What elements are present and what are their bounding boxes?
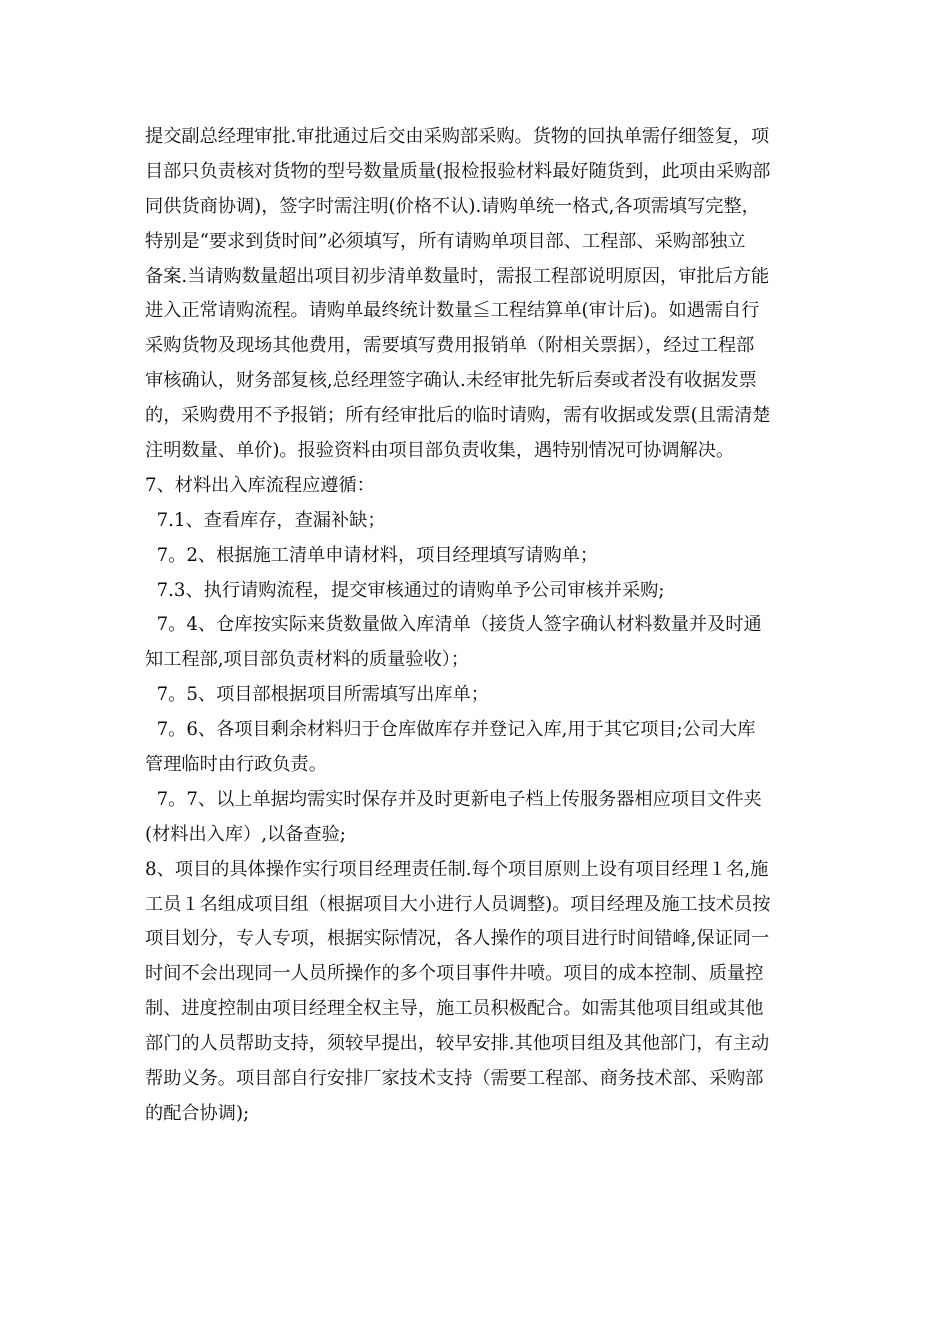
text-line: 项目划分，专人专项，根据实际情况，各人操作的项目进行时间错峰,保证同一 [145, 928, 770, 950]
text-line: 的配合协调); [145, 1102, 250, 1124]
list-item-continuation: (材料出入库）,以备查验; [145, 823, 346, 845]
list-item-continuation: 管理临时由行政负责。 [145, 754, 327, 776]
text-line: 工员１名组成项目组（根据项目大小进行人员调整)。项目经理及施工技术员按 [145, 893, 771, 915]
text-line: 制、进度控制由项目经理全权主导，施工员积极配合。如需其他项目组或其他 [145, 998, 764, 1020]
list-item: 7。7、以上单据均需实时保存并及时更新电子档上传服务器相应项目文件夹 [145, 788, 762, 810]
list-item-continuation: 知工程部,项目部负责材料的质量验收）； [145, 649, 470, 671]
list-item: 7。6、各项目剩余材料归于仓库做库存并登记入库,用于其它项目;公司大库 [145, 719, 756, 741]
text-line: 采购货物及现场其他费用，需要填写费用报销单（附相关票据），经过工程部 [145, 335, 755, 357]
text-line: 时间不会出现同一人员所操作的多个项目事件井喷。项目的成本控制、质量控 [145, 963, 764, 985]
list-item: 7。2、根据施工清单申请材料，项目经理填写请购单； [145, 544, 599, 566]
list-item: 7.1、查看库存，查漏补缺； [145, 509, 386, 531]
list-item: 7。4、仓库按实际来货数量做入库清单（接货人签字确认材料数量并及时通 [145, 614, 762, 636]
text-line: 注明数量、单价)。报验资料由项目部负责收集，遇特别情况可协调解决。 [145, 440, 735, 462]
section-heading: 7、材料出入库流程应遵循： [145, 474, 375, 496]
section-heading: 8、项目的具体操作实行项目经理责任制.每个项目原则上设有项目经理１名,施 [145, 858, 769, 880]
text-line: 的，采购费用不予报销；所有经审批后的临时请购，需有收据或发票(且需清楚 [145, 405, 771, 427]
text-line: 帮助义务。项目部自行安排厂家技术支持（需要工程部、商务技术部、采购部 [145, 1068, 764, 1090]
text-line: 审核确认，财务部复核,总经理签字确认.未经审批先斩后奏或者没有收据发票 [145, 370, 757, 392]
text-line: 提交副总经理审批.审批通过后交由采购部采购。货物的回执单需仔细签复，项 [145, 126, 770, 147]
text-line: 备案.当请购数量超出项目初步清单数量时，需报工程部说明原因，审批后方能 [145, 265, 770, 287]
text-line: 进入正常请购流程。请购单最终统计数量≦工程结算单(审计后)。如遇需自行 [145, 300, 760, 322]
list-item: 7。5、项目部根据项目所需填写出库单； [145, 684, 489, 706]
list-item: 7.3、执行请购流程，提交审核通过的请购单予公司审核并采购; [145, 579, 665, 601]
text-line: 特别是“要求到货时间”必须填写，所有请购单项目部、工程部、采购部独立 [145, 230, 746, 252]
text-line: 同供货商协调)，签字时需注明(价格不认).请购单统一格式,各项需填写完整， [145, 195, 760, 217]
text-line: 部门的人员帮助支持，须较早提出，较早安排.其他项目组及其他部门，有主动 [145, 1033, 770, 1055]
text-line: 目部只负责核对货物的型号数量质量(报检报验材料最好随货到，此项由采购部 [145, 160, 771, 182]
body-text [145, 120, 805, 1132]
